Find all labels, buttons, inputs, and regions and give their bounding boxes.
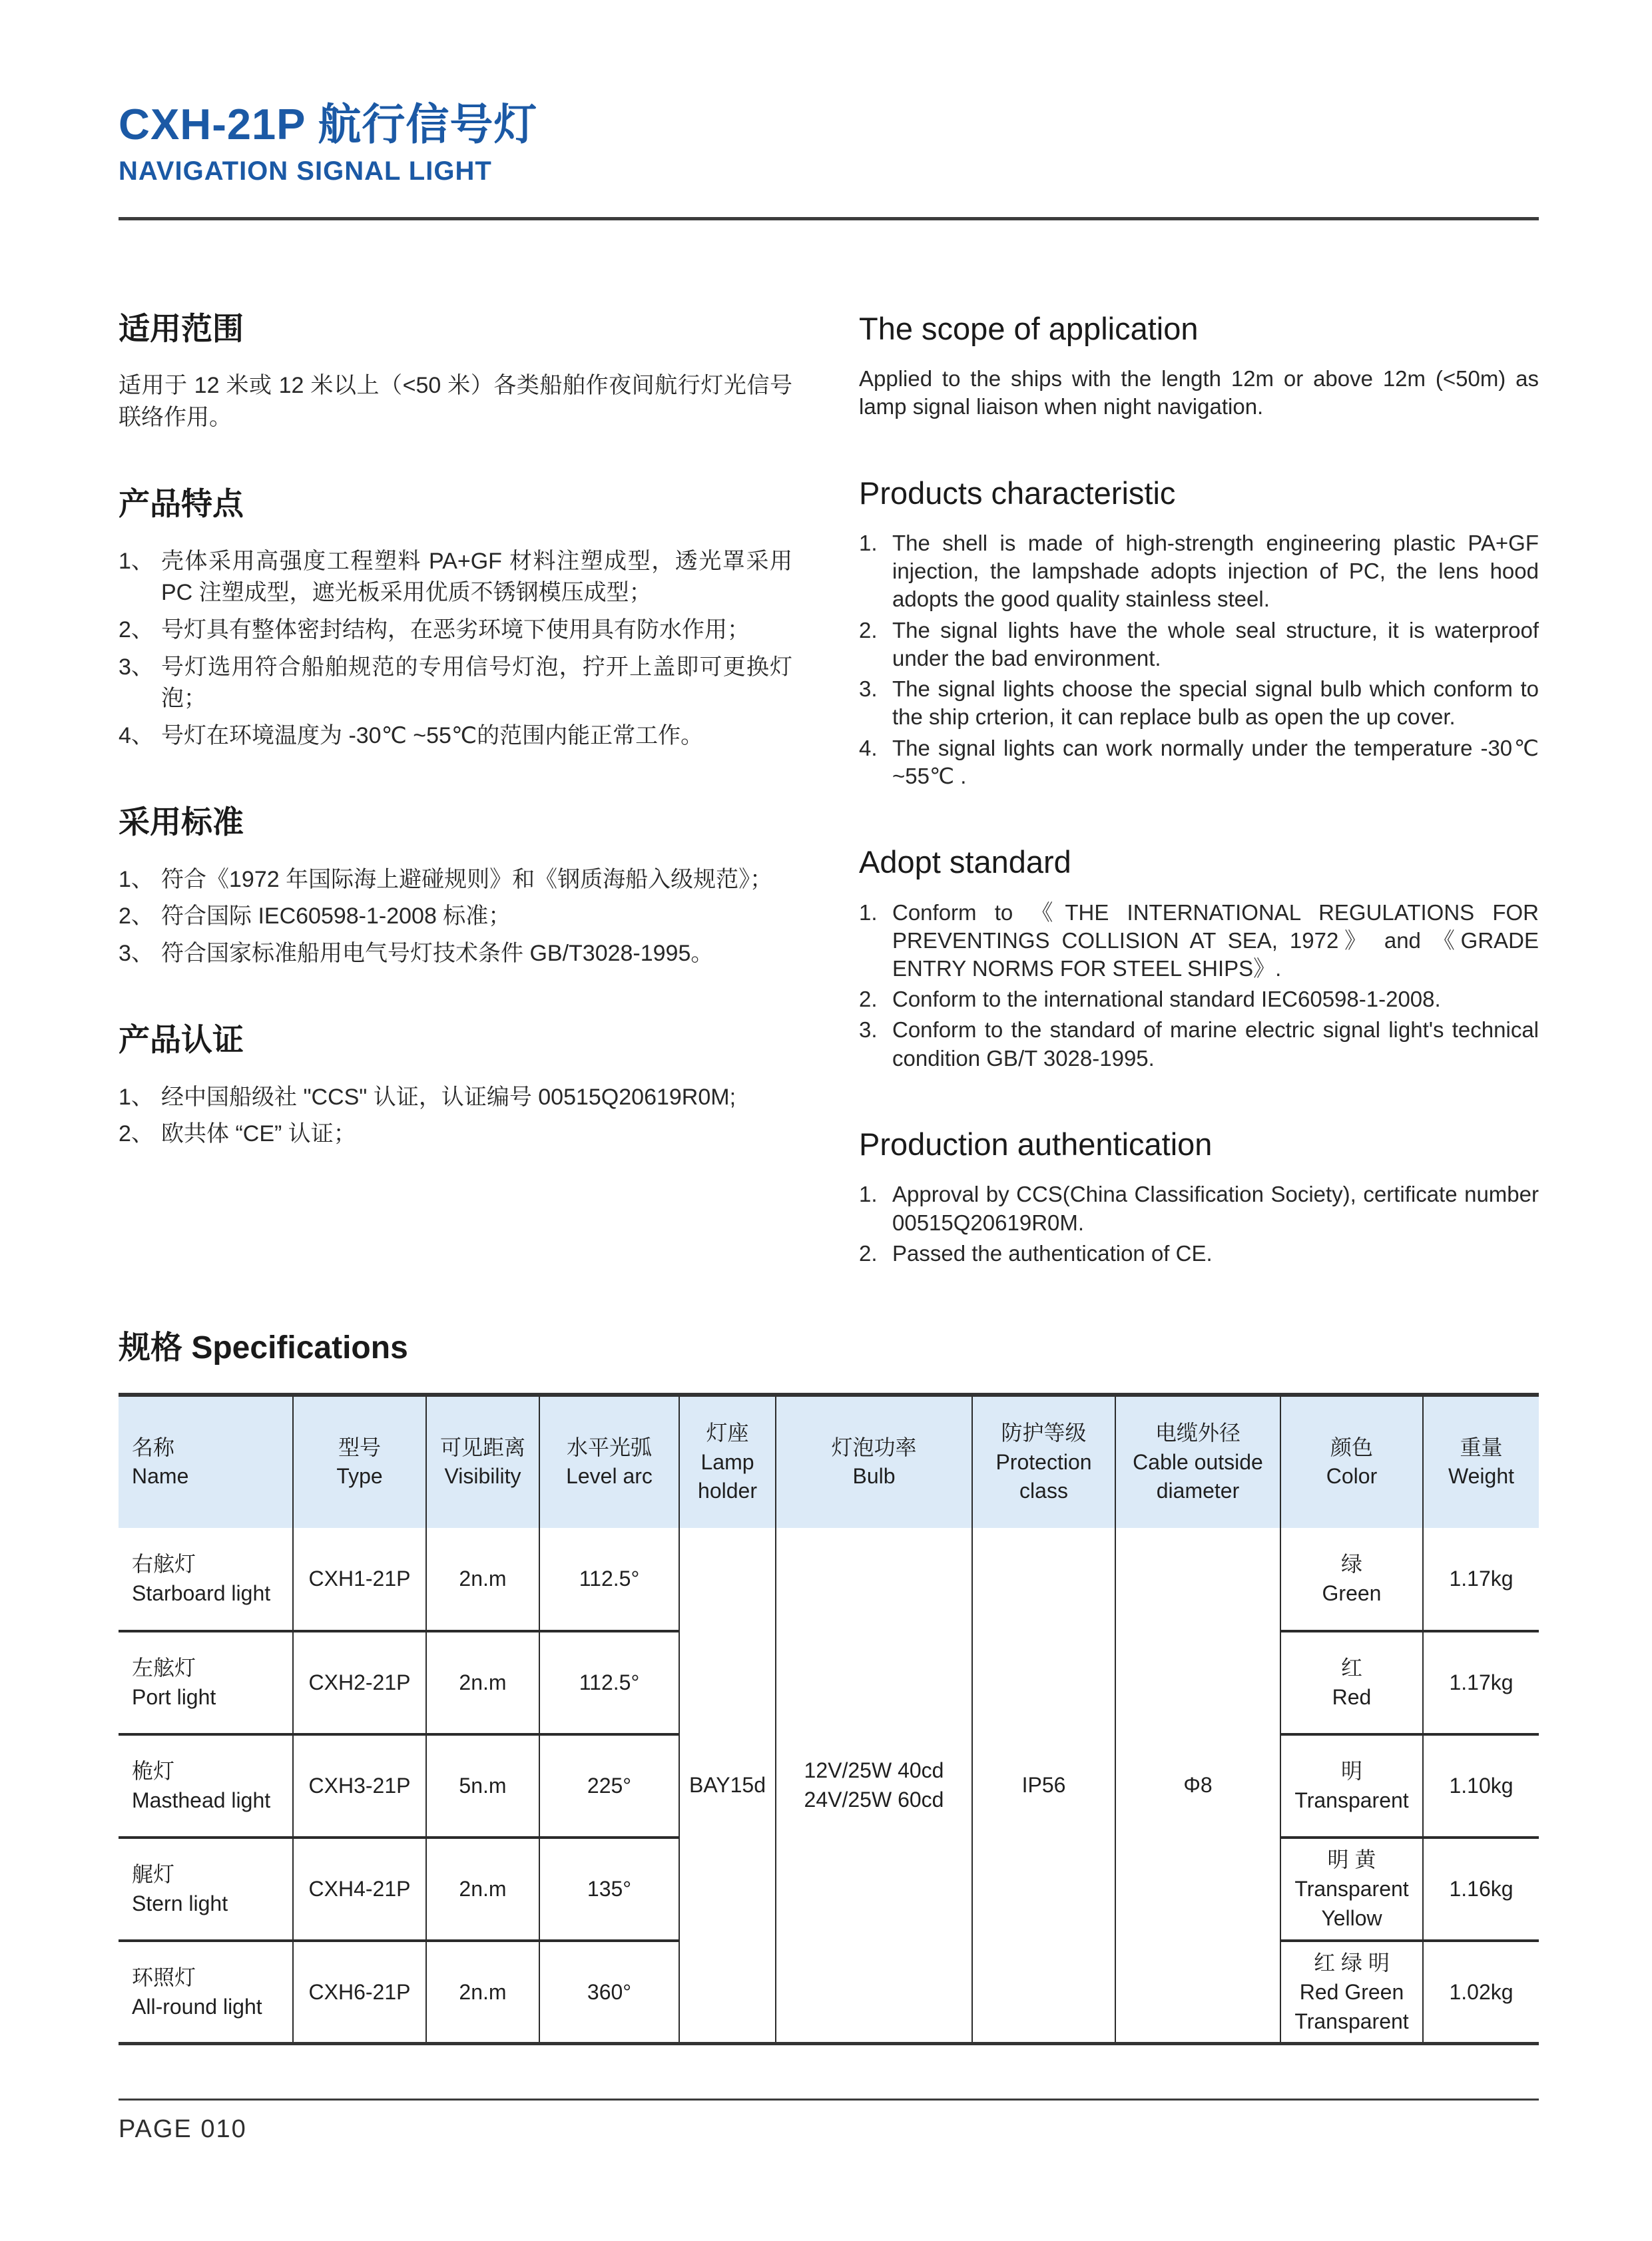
cell-name-en: Masthead light [132,1788,271,1813]
cell-color-line: 明 [1340,1758,1362,1783]
list-item [119,1119,792,1150]
col-header-en: Level arc [566,1464,653,1489]
list-item [859,985,1539,1013]
list-item [859,675,1539,731]
cell-color [1280,1734,1423,1838]
cell-name-zh: 左舷灯 [132,1655,196,1680]
bulb-line-1: 12V/25W 40cd [804,1758,944,1782]
list-item-text: The signal lights have the whole seal structure, it is waterproof under the bad environment. [892,617,1539,670]
col-header-en: Lamp holder [698,1449,757,1503]
section-scope-en [859,310,1539,421]
col-header-zh: 可见距离 [439,1435,525,1459]
cell-color [1280,1941,1423,2044]
cell-color [1280,1838,1423,1941]
cell-name-en: Stern light [132,1891,228,1916]
col-header-en: Visibility [444,1464,521,1489]
cell-color-line: Red Green [1299,1979,1404,2004]
cell-visibility: 2n.m [426,1528,539,1631]
col-header-zh: 颜色 [1330,1435,1373,1459]
cell-color [1280,1528,1423,1631]
cell-cable-merged: Φ8 [1115,1528,1280,2044]
cell-color-line: 绿 [1340,1551,1362,1576]
list-item-number: 1. [859,531,878,555]
col-header-protection [972,1395,1115,1528]
list-item [859,1180,1539,1236]
list-item [859,617,1539,672]
cell-type: CXH1-21P [293,1528,426,1631]
cell-name-zh: 右舷灯 [132,1551,196,1576]
cell-level-arc: 112.5° [539,1528,679,1631]
cell-name [119,1941,293,2044]
cell-type: CXH4-21P [293,1838,426,1941]
cell-color-line: Yellow [1321,1906,1382,1931]
section-certification-en [859,1126,1539,1268]
cell-weight: 1.16kg [1423,1838,1539,1941]
list-item-number: 2、 [119,903,154,929]
list-item-text: Conform to the international standard IEC60598-1-2008. [892,987,1441,1012]
section-heading: 适用范围 [119,310,244,346]
list-item-text: 欧共体 “CE” 认证； [161,1121,356,1147]
page-footer [119,2099,1539,2144]
list-item-number: 3、 [119,654,154,680]
list-item-number: 2. [859,1240,878,1266]
section-heading: The scope of application [859,310,1199,346]
page-number: PAGE 010 [119,2115,247,2143]
section-paragraph: Applied to the ships with the length 12m or above 12m (<50m) as lamp signal liaison when night navigation. [859,366,1539,419]
cell-bulb-merged [776,1528,972,2044]
col-header-zh: 水平光弧 [566,1435,652,1459]
list-item [119,652,792,715]
cell-type: CXH3-21P [293,1734,426,1838]
specifications-heading: 规格 Specifications [119,1330,408,1366]
col-header-zh: 灯泡功率 [831,1435,917,1459]
col-header-color [1280,1395,1423,1528]
list-item-text: Conform to 《THE INTERNATIONAL REGULATIONS FOR PREVENTINGS COLLISION AT SEA, 1972》 and 《GRADE ENTRY NORMS FOR STEEL SHIPS》. [892,899,1539,981]
list-item-number: 1. [859,899,878,925]
section-features-en [859,475,1539,791]
col-header-zh: 名称 [132,1435,175,1459]
section-standards-en [859,844,1539,1073]
list-item [859,899,1539,983]
col-header-en: Color [1326,1464,1378,1489]
list-item-number: 3. [859,676,878,702]
list-item-text: The signal lights choose the special signal bulb which conform to the ship crterion, it can replace bulb as open the up cover. [892,676,1539,730]
page-header [119,100,1539,220]
cell-type: CXH2-21P [293,1631,426,1734]
cell-weight: 1.10kg [1423,1734,1539,1838]
list-item-number: 2. [859,617,878,642]
section-paragraph: 适用于 12 米或 12 米以上（<50 米）各类船舶作夜间航行灯光信号联络作用。 [119,373,792,430]
cell-color-line: 红 绿 明 [1314,1950,1390,1975]
list-item-text: 符合《1972 年国际海上避碰规则》和《钢质海船入级规范》； [161,866,773,892]
cell-name-en: Port light [132,1685,216,1710]
cell-color-line: Transparent [1294,1877,1409,1901]
cell-color-line: 明 黄 [1327,1847,1376,1871]
section-certification-zh [119,1021,792,1150]
list-item-number: 1、 [119,1084,154,1110]
section-heading: Products characteristic [859,475,1176,511]
list-item-text: 号灯选用符合船舶规范的专用信号灯泡，拧开上盖即可更换灯泡； [161,654,792,712]
cell-color-line: Red [1332,1685,1372,1710]
list-item [859,529,1539,614]
cell-level-arc: 135° [539,1838,679,1941]
cell-name-en: All-round light [132,1994,262,2019]
list-item-text: 符合国际 IEC60598-1-2008 标准； [161,903,511,929]
col-header-zh: 型号 [338,1435,381,1459]
list-item-text: Approval by CCS(China Classification Society), certificate number 00515Q20619R0M. [892,1182,1539,1235]
cell-color-line: Transparent [1294,2009,1409,2033]
section-features-zh [119,485,792,752]
list-item-text: Conform to the standard of marine electric signal light's technical condition GB/T 3028-1995. [892,1017,1539,1071]
cell-color [1280,1631,1423,1734]
col-header-cable [1115,1395,1280,1528]
section-scope-zh [119,310,792,434]
list-item-number: 1、 [119,548,154,574]
header-divider [119,217,1539,220]
table-row-starboard [119,1528,1539,1631]
cell-name-zh: 艉灯 [132,1862,175,1886]
section-standards-zh [119,804,792,969]
list-item-number: 1、 [119,866,154,892]
list-item [119,615,792,646]
list-item-text: 经中国船级社 "CCS" 认证，认证编号 00515Q20619R0M; [161,1084,736,1110]
page-subtitle: NAVIGATION SIGNAL LIGHT [119,156,492,186]
cell-name [119,1838,293,1941]
col-header-type [293,1395,426,1528]
list-item [859,1016,1539,1072]
list-item-number: 2、 [119,617,154,642]
col-header-zh: 重量 [1460,1435,1503,1459]
section-heading: Production authentication [859,1126,1213,1162]
section-heading: Adopt standard [859,844,1071,880]
section-heading: 产品认证 [119,1022,244,1058]
col-header-zh: 电缆外径 [1155,1421,1240,1445]
list-item-text: The shell is made of high-strength engineering plastic PA+GF injection, the lampshade adopts injection of PC, the lens hood adopts the good quality stainless steel. [892,531,1539,612]
list-item-number: 3. [859,1017,878,1043]
cell-visibility: 2n.m [426,1941,539,2044]
col-header-en: Cable outside diameter [1133,1449,1263,1503]
list-item [859,734,1539,790]
col-header-en: Type [336,1464,383,1489]
list-item-number: 4. [859,735,878,760]
list-item-number: 3、 [119,940,154,966]
cell-name-zh: 桅灯 [132,1758,175,1783]
right-column [859,310,1539,1321]
list-item-text: 号灯具有整体密封结构，在恶劣环境下使用具有防水作用； [161,617,750,642]
cell-visibility: 5n.m [426,1734,539,1838]
list-item [119,720,792,752]
list-item [119,864,792,896]
cell-color-line: Transparent [1294,1788,1409,1813]
cell-visibility: 2n.m [426,1838,539,1941]
cell-color-line: Green [1322,1581,1382,1606]
footer-divider [119,2099,1539,2101]
cell-level-arc: 225° [539,1734,679,1838]
list-item [119,1082,792,1114]
section-heading: 采用标准 [119,804,244,840]
content-columns [119,310,1539,1321]
col-header-en: Protection class [995,1449,1092,1503]
list-item [119,546,792,609]
section-heading: 产品特点 [119,486,244,522]
col-header-en: Bulb [852,1464,896,1489]
cell-visibility: 2n.m [426,1631,539,1734]
col-header-name [119,1395,293,1528]
list-item [859,1240,1539,1268]
list-item [119,901,792,933]
col-header-visibility [426,1395,539,1528]
specifications-table [119,1393,1539,2046]
col-header-zh: 灯座 [706,1421,749,1445]
cell-weight: 1.17kg [1423,1528,1539,1631]
bulb-line-2: 24V/25W 60cd [804,1787,944,1812]
cell-name-zh: 环照灯 [132,1965,196,1989]
table-header-row [119,1395,1539,1528]
list-item-text: The signal lights can work normally under the temperature -30℃ ~55℃ . [892,735,1539,788]
cell-name [119,1631,293,1734]
cell-protection-merged: IP56 [972,1528,1115,2044]
col-header-bulb [776,1395,972,1528]
cell-level-arc: 360° [539,1941,679,2044]
page-title: CXH-21P 航行信号灯 [119,100,538,148]
list-item-text: 符合国家标准船用电气号灯技术条件 GB/T3028-1995。 [161,940,714,966]
list-item-number: 2. [859,987,878,1012]
list-item-number: 1. [859,1182,878,1207]
list-item-text: 壳体采用高强度工程塑料 PA+GF 材料注塑成型，透光罩采用 PC 注塑成型，遮光板采用优质不锈钢模压成型； [161,548,792,606]
cell-name [119,1734,293,1838]
col-header-level-arc [539,1395,679,1528]
list-item-number: 2、 [119,1121,154,1147]
col-header-en: Name [132,1464,189,1489]
cell-type: CXH6-21P [293,1941,426,2044]
left-column [119,310,792,1321]
col-header-en: Weight [1448,1464,1514,1489]
cell-color-line: 红 [1340,1655,1362,1680]
col-header-lamp-holder [679,1395,776,1528]
col-header-weight [1423,1395,1539,1528]
cell-name-en: Starboard light [132,1581,271,1606]
cell-weight: 1.17kg [1423,1631,1539,1734]
list-item [119,938,792,970]
col-header-zh: 防护等级 [1001,1421,1087,1445]
cell-name [119,1528,293,1631]
cell-level-arc: 112.5° [539,1631,679,1734]
list-item-text: 号灯在环境温度为 -30℃ ~55℃的范围内能正常工作。 [161,722,704,748]
list-item-text: Passed the authentication of CE. [892,1240,1213,1266]
list-item-number: 4、 [119,722,154,748]
cell-lamp-holder-merged: BAY15d [679,1528,776,2044]
cell-weight: 1.02kg [1423,1941,1539,2044]
